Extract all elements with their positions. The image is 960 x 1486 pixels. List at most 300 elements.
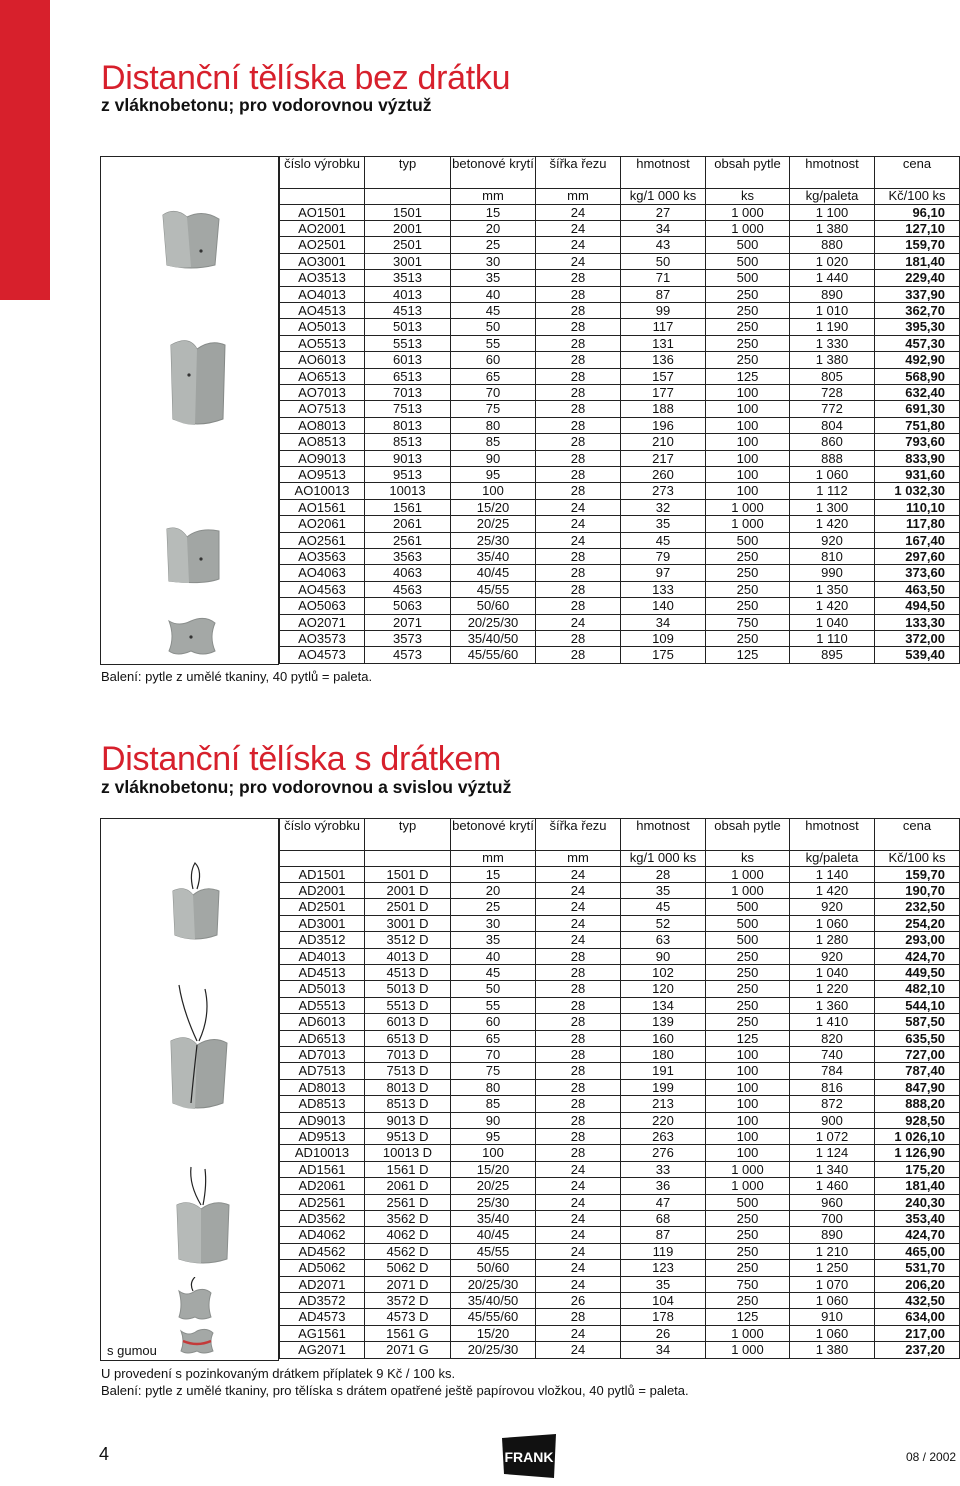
cell-price: 787,40 — [875, 1063, 960, 1079]
cell-price: 206,20 — [875, 1276, 960, 1292]
unit-cell: Kč/100 ks — [875, 189, 960, 205]
table-row — [280, 1063, 960, 1079]
cell-bag-content: 500 — [706, 1194, 790, 1210]
cell-price: 482,10 — [875, 981, 960, 997]
table-row — [280, 1096, 960, 1112]
cell-width: 28 — [536, 549, 621, 565]
cell-product-number: AO3001 — [280, 253, 365, 269]
cell-cover: 15 — [451, 204, 536, 220]
table-row — [280, 516, 960, 532]
table-row — [280, 1194, 960, 1210]
cell-price: 463,50 — [875, 581, 960, 597]
cell-bag-content: 100 — [706, 1046, 790, 1062]
cell-product-number: AO7013 — [280, 384, 365, 400]
table-row — [280, 1309, 960, 1325]
cell-weight: 87 — [621, 286, 706, 302]
cell-type: 7513 — [365, 401, 451, 417]
cell-pallet-weight: 1 330 — [790, 335, 875, 351]
cell-type: 5513 — [365, 335, 451, 351]
cell-width: 24 — [536, 1161, 621, 1177]
cell-type: 9513 D — [365, 1129, 451, 1145]
unit-cell: kg/paleta — [790, 189, 875, 205]
header-hmotnost: hmotnost — [621, 819, 706, 851]
header-sirka: šířka řezu — [536, 157, 621, 189]
cell-cover: 95 — [451, 1129, 536, 1145]
cell-price: 159,70 — [875, 237, 960, 253]
cell-type: 3572 D — [365, 1293, 451, 1309]
cell-product-number: AD2061 — [280, 1178, 365, 1194]
table-row — [280, 368, 960, 384]
cell-type: 5062 D — [365, 1260, 451, 1276]
cell-cover: 50 — [451, 319, 536, 335]
cell-weight: 90 — [621, 948, 706, 964]
cell-product-number: AO4063 — [280, 565, 365, 581]
cell-width: 28 — [536, 286, 621, 302]
cell-type: 3001 — [365, 253, 451, 269]
cell-type: 2071 D — [365, 1276, 451, 1292]
cell-weight: 32 — [621, 499, 706, 515]
cell-type: 8013 D — [365, 1079, 451, 1095]
cell-price: 432,50 — [875, 1293, 960, 1309]
cell-width: 28 — [536, 368, 621, 384]
table-row — [280, 1161, 960, 1177]
header-obsah: obsah pytle — [706, 819, 790, 851]
header-hmotnost-paleta: hmotnost — [790, 819, 875, 851]
cell-cover: 35/40/50 — [451, 1293, 536, 1309]
cell-weight: 47 — [621, 1194, 706, 1210]
cell-width: 24 — [536, 220, 621, 236]
cell-price: 539,40 — [875, 647, 960, 663]
cell-cover: 40/45 — [451, 565, 536, 581]
cell-bag-content: 250 — [706, 631, 790, 647]
cell-weight: 35 — [621, 516, 706, 532]
cell-bag-content: 250 — [706, 302, 790, 318]
cell-pallet-weight: 880 — [790, 237, 875, 253]
cell-type: 6513 D — [365, 1030, 451, 1046]
table-row — [280, 866, 960, 882]
cell-product-number: AO9013 — [280, 450, 365, 466]
cell-weight: 45 — [621, 899, 706, 915]
header-sirka: šířka řezu — [536, 819, 621, 851]
cell-width: 28 — [536, 1030, 621, 1046]
cell-bag-content: 250 — [706, 352, 790, 368]
cell-price: 888,20 — [875, 1096, 960, 1112]
cell-weight: 131 — [621, 335, 706, 351]
cell-cover: 80 — [451, 417, 536, 433]
cell-weight: 26 — [621, 1325, 706, 1341]
table-row — [280, 549, 960, 565]
unit-cell: mm — [451, 189, 536, 205]
cell-product-number: AD7013 — [280, 1046, 365, 1062]
cell-bag-content: 1 000 — [706, 1178, 790, 1194]
cell-pallet-weight: 1 060 — [790, 1293, 875, 1309]
cell-price: 847,90 — [875, 1079, 960, 1095]
section1-title: Distanční tělíska bez drátku — [101, 59, 511, 97]
cell-width: 24 — [536, 516, 621, 532]
cell-price: 727,00 — [875, 1046, 960, 1062]
cell-product-number: AD4062 — [280, 1227, 365, 1243]
cell-bag-content: 100 — [706, 1145, 790, 1161]
cell-price: 1 126,90 — [875, 1145, 960, 1161]
cell-pallet-weight: 920 — [790, 948, 875, 964]
table-row — [280, 1293, 960, 1309]
cell-bag-content: 250 — [706, 1243, 790, 1259]
cell-product-number: AD8513 — [280, 1096, 365, 1112]
cell-pallet-weight: 804 — [790, 417, 875, 433]
cell-width: 28 — [536, 417, 621, 433]
table-row — [280, 1276, 960, 1292]
cell-width: 28 — [536, 1063, 621, 1079]
cell-type: 4563 — [365, 581, 451, 597]
section2-image-column — [100, 818, 279, 1361]
cell-product-number: AD5062 — [280, 1260, 365, 1276]
section2-product-table — [279, 818, 960, 1359]
cell-product-number: AD1501 — [280, 866, 365, 882]
cell-weight: 188 — [621, 401, 706, 417]
cell-type: 7513 D — [365, 1063, 451, 1079]
cell-product-number: AO8013 — [280, 417, 365, 433]
table-row — [280, 948, 960, 964]
cell-price: 237,20 — [875, 1342, 960, 1358]
table-row — [280, 1178, 960, 1194]
cell-bag-content: 100 — [706, 1112, 790, 1128]
unit-cell: ks — [706, 851, 790, 867]
cell-price: 96,10 — [875, 204, 960, 220]
cell-pallet-weight: 1 140 — [790, 866, 875, 882]
cell-pallet-weight: 1 350 — [790, 581, 875, 597]
cell-cover: 85 — [451, 434, 536, 450]
cell-product-number: AD9013 — [280, 1112, 365, 1128]
cell-width: 28 — [536, 981, 621, 997]
table-row — [280, 899, 960, 915]
cell-cover: 15/20 — [451, 499, 536, 515]
cell-type: 8513 — [365, 434, 451, 450]
cell-width: 28 — [536, 647, 621, 663]
section2-title: Distanční tělíska s drátkem — [101, 740, 502, 778]
rubber-spacer-image — [177, 1325, 217, 1357]
cell-weight: 97 — [621, 565, 706, 581]
cell-product-number: AO4563 — [280, 581, 365, 597]
cell-weight: 35 — [621, 882, 706, 898]
cell-product-number: AD4013 — [280, 948, 365, 964]
cell-type: 5063 — [365, 598, 451, 614]
table-row — [280, 302, 960, 318]
wired-spacer-image — [165, 859, 225, 943]
cell-type: 9513 — [365, 467, 451, 483]
cell-type: 10013 — [365, 483, 451, 499]
cell-bag-content: 100 — [706, 1079, 790, 1095]
table-row — [280, 1030, 960, 1046]
cell-price: 117,80 — [875, 516, 960, 532]
table-row — [280, 964, 960, 980]
cell-pallet-weight: 890 — [790, 1227, 875, 1243]
cell-cover: 50 — [451, 981, 536, 997]
cell-price: 110,10 — [875, 499, 960, 515]
unit-cell: ks — [706, 189, 790, 205]
cell-type: 1561 — [365, 499, 451, 515]
cell-cover: 50/60 — [451, 1260, 536, 1276]
cell-type: 3562 D — [365, 1211, 451, 1227]
cell-type: 3001 D — [365, 915, 451, 931]
cell-price: 531,70 — [875, 1260, 960, 1276]
cell-bag-content: 1 000 — [706, 882, 790, 898]
cell-bag-content: 250 — [706, 948, 790, 964]
cell-type: 1501 D — [365, 866, 451, 882]
cell-bag-content: 250 — [706, 1211, 790, 1227]
cell-bag-content: 125 — [706, 1030, 790, 1046]
cell-product-number: AG1561 — [280, 1325, 365, 1341]
cell-bag-content: 100 — [706, 483, 790, 499]
cell-product-number: AD2001 — [280, 882, 365, 898]
unit-cell: kg/1 000 ks — [621, 851, 706, 867]
table-row — [280, 434, 960, 450]
wired-spacer-image — [175, 1277, 215, 1323]
header-cislo: číslo výrobku — [280, 819, 365, 851]
cell-product-number: AD4562 — [280, 1243, 365, 1259]
cell-weight: 191 — [621, 1063, 706, 1079]
unit-cell — [280, 851, 365, 867]
cell-type: 4062 D — [365, 1227, 451, 1243]
cell-cover: 85 — [451, 1096, 536, 1112]
spacer-block-image — [165, 335, 231, 429]
cell-bag-content: 250 — [706, 1260, 790, 1276]
cell-bag-content: 500 — [706, 237, 790, 253]
cell-product-number: AO4513 — [280, 302, 365, 318]
cell-pallet-weight: 1 070 — [790, 1276, 875, 1292]
cell-product-number: AD2501 — [280, 899, 365, 915]
cell-width: 28 — [536, 631, 621, 647]
cell-cover: 20/25 — [451, 516, 536, 532]
cell-type: 9013 — [365, 450, 451, 466]
cell-width: 24 — [536, 204, 621, 220]
table-row — [280, 598, 960, 614]
cell-type: 5513 D — [365, 997, 451, 1013]
cell-pallet-weight: 1 210 — [790, 1243, 875, 1259]
cell-width: 28 — [536, 1112, 621, 1128]
table-row — [280, 401, 960, 417]
cell-bag-content: 1 000 — [706, 220, 790, 236]
cell-price: 931,60 — [875, 467, 960, 483]
cell-width: 24 — [536, 1276, 621, 1292]
cell-product-number: AD10013 — [280, 1145, 365, 1161]
cell-width: 28 — [536, 565, 621, 581]
cell-bag-content: 100 — [706, 384, 790, 400]
table-row — [280, 581, 960, 597]
cell-bag-content: 1 000 — [706, 1161, 790, 1177]
cell-pallet-weight: 805 — [790, 368, 875, 384]
cell-type: 6513 — [365, 368, 451, 384]
table-row — [280, 1129, 960, 1145]
cell-product-number: AD2561 — [280, 1194, 365, 1210]
cell-pallet-weight: 960 — [790, 1194, 875, 1210]
cell-product-number: AO8513 — [280, 434, 365, 450]
cell-price: 544,10 — [875, 997, 960, 1013]
cell-cover: 40 — [451, 286, 536, 302]
cell-pallet-weight: 1 460 — [790, 1178, 875, 1194]
cell-price: 362,70 — [875, 302, 960, 318]
cell-product-number: AD1561 — [280, 1161, 365, 1177]
red-side-tab — [0, 0, 50, 300]
cell-cover: 30 — [451, 253, 536, 269]
cell-cover: 20/25/30 — [451, 1342, 536, 1358]
cell-type: 4513 D — [365, 964, 451, 980]
cell-weight: 99 — [621, 302, 706, 318]
cell-width: 24 — [536, 1325, 621, 1341]
cell-bag-content: 1 000 — [706, 1325, 790, 1341]
cell-product-number: AD3572 — [280, 1293, 365, 1309]
table-row — [280, 1079, 960, 1095]
cell-cover: 65 — [451, 368, 536, 384]
cell-cover: 95 — [451, 467, 536, 483]
cell-weight: 87 — [621, 1227, 706, 1243]
cell-price: 1 032,30 — [875, 483, 960, 499]
cell-pallet-weight: 920 — [790, 532, 875, 548]
cell-bag-content: 250 — [706, 1227, 790, 1243]
cell-width: 24 — [536, 237, 621, 253]
cell-bag-content: 100 — [706, 450, 790, 466]
cell-product-number: AO2061 — [280, 516, 365, 532]
cell-cover: 20 — [451, 220, 536, 236]
cell-weight: 217 — [621, 450, 706, 466]
cell-price: 494,50 — [875, 598, 960, 614]
cell-bag-content: 250 — [706, 981, 790, 997]
table-row — [280, 1227, 960, 1243]
cell-pallet-weight: 772 — [790, 401, 875, 417]
cell-weight: 140 — [621, 598, 706, 614]
header-hmotnost-paleta: hmotnost — [790, 157, 875, 189]
cell-product-number: AD5513 — [280, 997, 365, 1013]
cell-pallet-weight: 784 — [790, 1063, 875, 1079]
cell-width: 24 — [536, 1243, 621, 1259]
cell-bag-content: 250 — [706, 335, 790, 351]
cell-pallet-weight: 1 380 — [790, 220, 875, 236]
cell-weight: 178 — [621, 1309, 706, 1325]
cell-width: 28 — [536, 319, 621, 335]
cell-cover: 45/55/60 — [451, 1309, 536, 1325]
cell-width: 24 — [536, 932, 621, 948]
cell-bag-content: 125 — [706, 647, 790, 663]
cell-bag-content: 125 — [706, 1309, 790, 1325]
cell-width: 28 — [536, 1046, 621, 1062]
cell-bag-content: 250 — [706, 549, 790, 565]
unit-cell — [365, 851, 451, 867]
cell-price: 175,20 — [875, 1161, 960, 1177]
cell-type: 7013 D — [365, 1046, 451, 1062]
cell-cover: 90 — [451, 1112, 536, 1128]
cell-cover: 70 — [451, 384, 536, 400]
cell-cover: 90 — [451, 450, 536, 466]
cell-width: 28 — [536, 401, 621, 417]
cell-product-number: AD6513 — [280, 1030, 365, 1046]
cell-type: 2501 D — [365, 899, 451, 915]
cell-pallet-weight: 1 020 — [790, 253, 875, 269]
cell-type: 2061 D — [365, 1178, 451, 1194]
cell-product-number: AO2001 — [280, 220, 365, 236]
cell-price: 1 026,10 — [875, 1129, 960, 1145]
table-row — [280, 1046, 960, 1062]
table-row — [280, 1145, 960, 1161]
cell-cover: 45 — [451, 964, 536, 980]
table-row — [280, 237, 960, 253]
cell-cover: 25 — [451, 237, 536, 253]
cell-weight: 139 — [621, 1014, 706, 1030]
cell-width: 24 — [536, 882, 621, 898]
cell-cover: 35/40 — [451, 549, 536, 565]
cell-pallet-weight: 1 420 — [790, 882, 875, 898]
unit-cell: kg/paleta — [790, 851, 875, 867]
cell-pallet-weight: 1 220 — [790, 981, 875, 997]
cell-product-number: AD7513 — [280, 1063, 365, 1079]
issue-date: 08 / 2002 — [906, 1450, 957, 1464]
header-hmotnost: hmotnost — [621, 157, 706, 189]
cell-pallet-weight: 1 280 — [790, 932, 875, 948]
cell-type: 5013 — [365, 319, 451, 335]
header-kryti: betonové krytí — [451, 819, 536, 851]
cell-bag-content: 500 — [706, 253, 790, 269]
cell-width: 24 — [536, 1342, 621, 1358]
cell-weight: 260 — [621, 467, 706, 483]
page-number: 4 — [99, 1444, 110, 1464]
cell-cover: 100 — [451, 483, 536, 499]
cell-pallet-weight: 888 — [790, 450, 875, 466]
cell-product-number: AO6013 — [280, 352, 365, 368]
cell-pallet-weight: 1 380 — [790, 352, 875, 368]
cell-pallet-weight: 1 060 — [790, 1325, 875, 1341]
cell-price: 232,50 — [875, 899, 960, 915]
cell-type: 2001 D — [365, 882, 451, 898]
cell-cover: 40/45 — [451, 1227, 536, 1243]
cell-width: 28 — [536, 434, 621, 450]
cell-type: 4513 — [365, 302, 451, 318]
cell-weight: 34 — [621, 614, 706, 630]
section1-image-column — [100, 156, 279, 665]
cell-pallet-weight: 920 — [790, 899, 875, 915]
cell-bag-content: 500 — [706, 915, 790, 931]
cell-product-number: AO5063 — [280, 598, 365, 614]
cell-weight: 68 — [621, 1211, 706, 1227]
cell-bag-content: 250 — [706, 997, 790, 1013]
cell-type: 4063 — [365, 565, 451, 581]
cell-price: 457,30 — [875, 335, 960, 351]
cell-weight: 175 — [621, 647, 706, 663]
cell-type: 10013 D — [365, 1145, 451, 1161]
cell-product-number: AO7513 — [280, 401, 365, 417]
cell-price: 181,40 — [875, 253, 960, 269]
cell-type: 6013 — [365, 352, 451, 368]
cell-width: 24 — [536, 899, 621, 915]
cell-price: 337,90 — [875, 286, 960, 302]
cell-weight: 50 — [621, 253, 706, 269]
cell-pallet-weight: 1 060 — [790, 467, 875, 483]
unit-cell: Kč/100 ks — [875, 851, 960, 867]
cell-weight: 196 — [621, 417, 706, 433]
cell-bag-content: 100 — [706, 417, 790, 433]
cell-weight: 157 — [621, 368, 706, 384]
cell-pallet-weight: 1 380 — [790, 1342, 875, 1358]
cell-width: 28 — [536, 483, 621, 499]
cell-cover: 35/40 — [451, 1211, 536, 1227]
cell-weight: 43 — [621, 237, 706, 253]
cell-cover: 50/60 — [451, 598, 536, 614]
cell-price: 229,40 — [875, 270, 960, 286]
cell-bag-content: 250 — [706, 565, 790, 581]
cell-cover: 20 — [451, 882, 536, 898]
section2-subtitle: z vláknobetonu; pro vodorovnou a svislou výztuž — [101, 777, 512, 797]
cell-width: 24 — [536, 532, 621, 548]
cell-pallet-weight: 1 420 — [790, 598, 875, 614]
cell-price: 424,70 — [875, 1227, 960, 1243]
cell-type: 1501 — [365, 204, 451, 220]
